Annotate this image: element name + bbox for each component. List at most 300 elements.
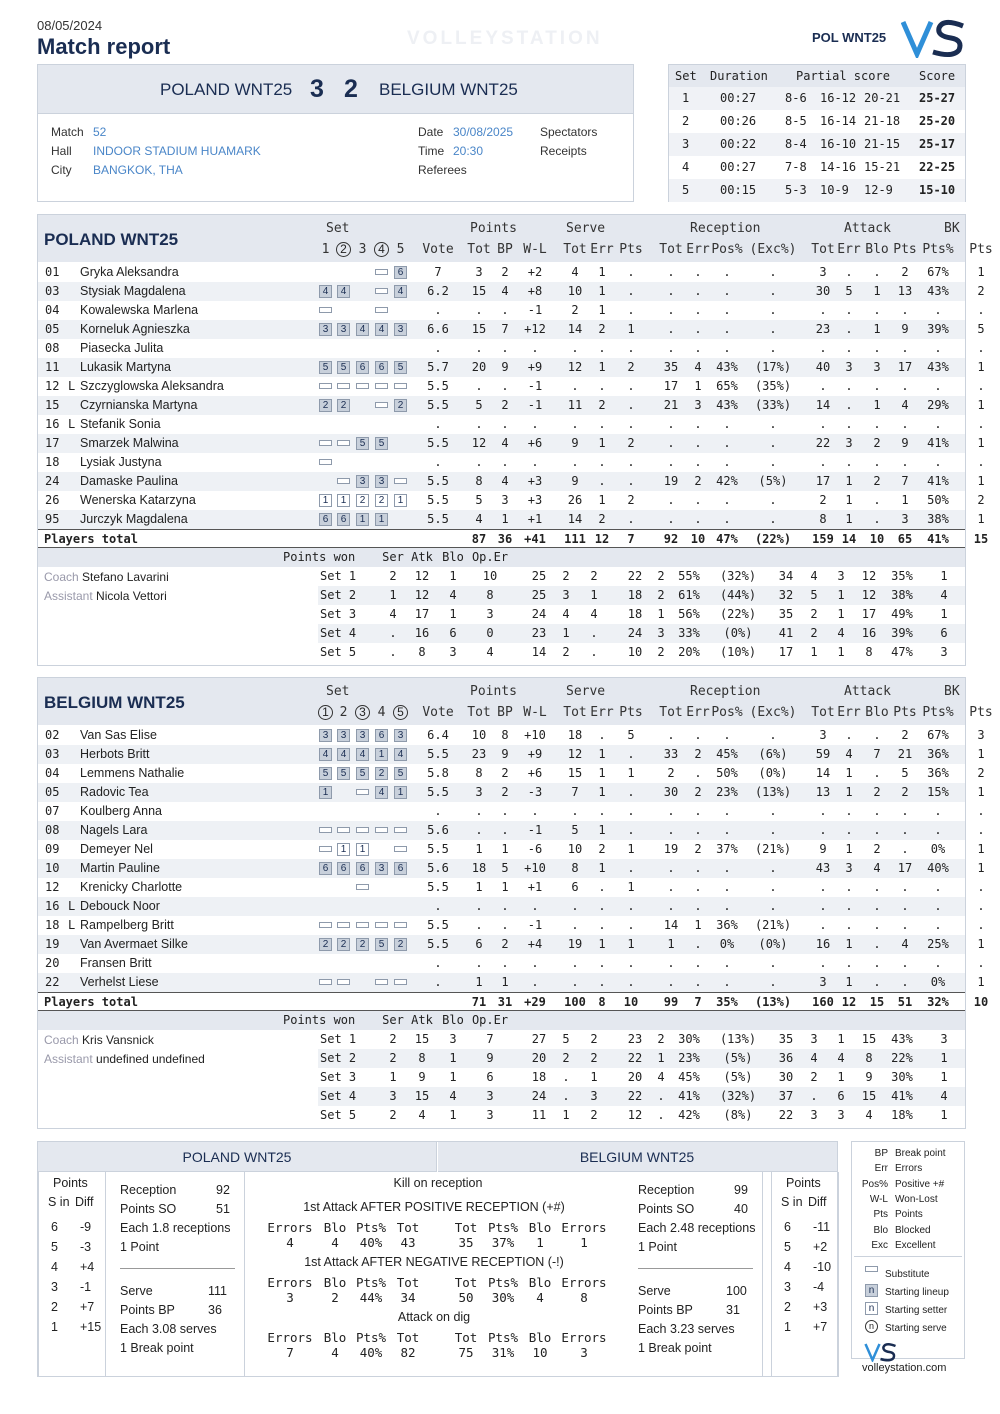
set-stat-value: 2 (590, 1051, 598, 1065)
stat-value: . (723, 436, 731, 450)
stat-value: -6 (527, 842, 543, 856)
stat-value: . (694, 766, 702, 780)
stat-value: . (475, 899, 483, 913)
col-head-ptsp: Pts% (922, 242, 954, 257)
stat-value: 9 (571, 436, 579, 450)
set-number-head: 5 (393, 705, 408, 720)
stat-value: 2 (977, 493, 985, 507)
stat-value: . (723, 861, 731, 875)
col-head-pts: Pts (893, 705, 917, 720)
set-stat-value: 2 (657, 588, 665, 602)
s-in-value: 6 (51, 1220, 58, 1234)
stat-value: 4 (501, 284, 509, 298)
stat-value: 1 (475, 975, 483, 989)
stat-value: 2 (901, 785, 909, 799)
stat-value: . (769, 436, 777, 450)
points-won-header (38, 1011, 965, 1030)
stat-value: 43% (716, 360, 738, 374)
set-label: Set 3 (320, 1070, 357, 1084)
substitute-box (319, 827, 332, 833)
stat-value: . (598, 341, 606, 355)
table-header (38, 678, 993, 725)
stat-value: 12 (471, 436, 487, 450)
col-head-wl: W-L (523, 242, 547, 257)
block-head: Pts% (487, 1220, 519, 1235)
stat-value: 2 (627, 360, 635, 374)
summary-team-name: BELGIUM WNT25 (579, 1149, 695, 1165)
lineup-box: 5 (394, 767, 407, 780)
set-stat-value: 3 (590, 1089, 598, 1103)
stat-value: 1 (845, 474, 853, 488)
block-title: 1st Attack AFTER NEGATIVE RECEPTION (-!) (304, 1255, 564, 1269)
blo-head: Blo (442, 550, 464, 564)
col-head-pts: Pts (619, 705, 643, 720)
total-value: 31 (497, 995, 513, 1009)
stat-value: . (627, 512, 635, 526)
lineup-box: 6 (319, 862, 332, 875)
stat-value: . (977, 455, 985, 469)
set-stat-value: 4 (418, 1108, 426, 1122)
lineup-box: 4 (356, 323, 369, 336)
block-value: 3 (580, 1345, 588, 1360)
set-stat-value: 4 (810, 1051, 818, 1065)
partial-2: 16-12 (820, 91, 857, 105)
stat-value: . (901, 880, 909, 894)
substitute-box (375, 922, 388, 928)
set-score: 25-27 (919, 91, 956, 105)
stat-value: 40% (927, 861, 949, 875)
stat-value: 4 (501, 436, 509, 450)
player-name: Lukasik Martyna (80, 360, 172, 374)
lineup-box: 6 (356, 862, 369, 875)
stat-value: 3 (819, 265, 827, 279)
set-stat-value: 4 (562, 607, 570, 621)
stat-value: 3 (845, 861, 853, 875)
team-name: BELGIUM WNT25 (44, 693, 185, 712)
lineup-box: 2 (337, 399, 350, 412)
stat-value: . (769, 303, 777, 317)
legend-start-label: Starting lineup (885, 1287, 949, 1298)
summary-label: Points BP (638, 1303, 693, 1317)
player-name: Martin Pauline (80, 861, 160, 875)
stat-value: 10 (471, 728, 487, 742)
block-value: 31% (491, 1345, 515, 1360)
stat-value: 5.6 (427, 861, 449, 875)
stat-value: 41% (927, 436, 949, 450)
substitute-box (375, 269, 388, 275)
set-stats-row (318, 605, 965, 624)
stat-value: . (694, 899, 702, 913)
stat-value: 2 (667, 766, 675, 780)
stat-value: . (667, 455, 675, 469)
stat-value: . (434, 303, 442, 317)
lineup-box: 6 (375, 729, 388, 742)
legend-key: Exc (871, 1239, 888, 1251)
set-stat-value: 15 (861, 1032, 877, 1046)
player-row (38, 897, 985, 916)
player-name: Wenerska Katarzyna (80, 493, 196, 507)
total-value: 36 (497, 532, 513, 546)
set-stat-value: 3 (810, 1032, 818, 1046)
block-value: 1 (580, 1235, 588, 1250)
total-value: +41 (524, 532, 546, 546)
col-head-blo: Blo (865, 242, 889, 257)
lineup-box: 5 (394, 361, 407, 374)
set-label: Set 3 (320, 607, 357, 621)
stat-value: . (934, 918, 942, 932)
stat-value: . (598, 728, 606, 742)
stat-value: . (667, 728, 675, 742)
stat-value: 2 (694, 474, 702, 488)
col-head-tot: Tot (811, 705, 835, 720)
stat-value: 1 (977, 265, 985, 279)
player-number: 03 (45, 747, 60, 761)
stat-value: . (667, 341, 675, 355)
block-value: 3 (286, 1290, 294, 1305)
set-stat-value: (5%) (723, 1070, 753, 1084)
set-stat-value: 12 (861, 569, 877, 583)
set-stat-value: 3 (837, 569, 845, 583)
each-serve: Each 3.23 serves (638, 1322, 735, 1336)
set-label: Set 5 (320, 1108, 357, 1122)
stat-value: . (531, 455, 539, 469)
player-row (38, 377, 985, 396)
stat-value: . (627, 265, 635, 279)
stat-value: . (434, 975, 442, 989)
set-stat-value: 1 (837, 1032, 845, 1046)
stat-value: 3 (901, 512, 909, 526)
legend-setter-icon: n (865, 1302, 878, 1315)
stat-value: . (627, 956, 635, 970)
libero-mark: L (68, 899, 76, 913)
set-number-head: 3 (358, 242, 367, 257)
total-value: 160 (812, 995, 834, 1009)
stat-value: . (667, 823, 675, 837)
lineup-box: 3 (337, 729, 350, 742)
col-head-tot: Tot (563, 242, 587, 257)
stat-value: 30 (815, 284, 831, 298)
block-title: Attack on dig (397, 1310, 471, 1324)
block-value: 7 (286, 1345, 294, 1360)
substitute-box (375, 307, 388, 313)
col-head-bp: BP (497, 242, 513, 257)
player-name: Debouck Noor (80, 899, 160, 913)
s-in-value: 5 (784, 1240, 791, 1254)
set-stat-value: 1 (449, 607, 457, 621)
set-head: Set (326, 684, 350, 699)
substitute-box (319, 383, 332, 389)
stat-value: 2 (598, 512, 606, 526)
stat-value: . (723, 341, 731, 355)
stat-value: 17 (897, 360, 913, 374)
rule (638, 1268, 753, 1269)
col-head-vote: Vote (422, 242, 454, 257)
stat-value: 12 (567, 360, 583, 374)
set-stat-value: (5%) (723, 1051, 753, 1065)
stat-value: . (723, 512, 731, 526)
set-stat-value: 1 (389, 588, 397, 602)
col-head-err: Err (590, 242, 614, 257)
stat-value: 0% (719, 937, 735, 951)
stat-value: . (434, 417, 442, 431)
stat-value: . (977, 823, 985, 837)
stat-value: . (723, 493, 731, 507)
stat-value: . (977, 303, 985, 317)
stat-value: 1 (501, 880, 509, 894)
player-row (38, 783, 985, 802)
stat-value: (17%) (754, 360, 792, 374)
substitute-box (337, 478, 350, 484)
total-value: 15 (973, 532, 989, 546)
col-head-tot: Tot (467, 242, 491, 257)
summary-panel (37, 1141, 838, 1377)
col-head-err: Err (837, 242, 861, 257)
player-number: 07 (45, 804, 60, 818)
lineup-box: 1 (375, 513, 388, 526)
set-stat-value: 3 (486, 1108, 494, 1122)
assistant-label: Assistant (44, 589, 93, 603)
stat-value: 1 (598, 265, 606, 279)
set-stat-value: 17 (778, 645, 794, 659)
col-head-ptsp: Pts% (922, 705, 954, 720)
stat-value: . (901, 918, 909, 932)
stat-value: . (694, 265, 702, 279)
set-stat-value: 2 (810, 626, 818, 640)
set-label: Set 2 (320, 588, 357, 602)
stat-value: 5 (475, 398, 483, 412)
lineup-box: 1 (356, 843, 369, 856)
substitute-box (394, 383, 407, 389)
set-stat-value: 3 (486, 607, 494, 621)
stat-value: 3 (501, 493, 509, 507)
stat-value: . (694, 956, 702, 970)
legend-value: Positive +# (895, 1178, 945, 1190)
stat-value: . (934, 880, 942, 894)
stat-value: . (819, 379, 827, 393)
stat-value: . (901, 417, 909, 431)
stat-value: . (769, 417, 777, 431)
stat-value: 1 (977, 436, 985, 450)
s-in-value: 2 (784, 1300, 791, 1314)
summary-label: Points BP (120, 1303, 175, 1317)
stat-value: . (531, 341, 539, 355)
stat-value: . (723, 899, 731, 913)
set-stat-value: 2 (562, 1051, 570, 1065)
set-row (669, 87, 965, 110)
stat-value: 3 (845, 436, 853, 450)
stat-value: 67% (927, 265, 949, 279)
player-name: Kowalewska Marlena (80, 303, 199, 317)
blo-head: Blo (442, 1013, 464, 1027)
stat-value: -1 (527, 379, 543, 393)
set-stat-value: (44%) (719, 588, 757, 602)
stat-value: 15 (567, 766, 583, 780)
player-number: 18 (45, 455, 60, 469)
player-name: Krenicky Charlotte (80, 880, 183, 894)
total-value: 35% (716, 995, 738, 1009)
summary-label: Serve (120, 1284, 153, 1298)
stat-value: . (475, 823, 483, 837)
stat-value: +1 (527, 512, 543, 526)
set-score: 25-17 (919, 137, 956, 151)
lineup-box: 5 (337, 361, 350, 374)
stat-value: 1 (977, 512, 985, 526)
time-value: 20:30 (453, 144, 484, 158)
set-stat-value: (13%) (719, 1032, 757, 1046)
stat-value: 9 (501, 747, 509, 761)
stat-value: . (934, 956, 942, 970)
set-stat-value: 1 (657, 1051, 665, 1065)
stat-value: . (694, 975, 702, 989)
stat-value: 1 (873, 398, 881, 412)
stat-value: (5%) (758, 474, 788, 488)
player-name: Piasecka Julita (80, 341, 164, 355)
stat-value: . (694, 493, 702, 507)
set-stat-value: 11 (531, 1108, 547, 1122)
stat-value: (33%) (754, 398, 792, 412)
ser-head: Ser (382, 1013, 404, 1027)
stat-value: 2 (598, 322, 606, 336)
set-row (669, 133, 965, 156)
diff-value: +7 (80, 1300, 95, 1314)
stat-value: (21%) (754, 918, 792, 932)
stat-value: . (723, 303, 731, 317)
set-number: 1 (682, 91, 690, 105)
lineup-box: 4 (394, 748, 407, 761)
set-stat-value: 2 (562, 569, 570, 583)
stat-value: 5 (901, 766, 909, 780)
set-stats-row (318, 1068, 965, 1087)
stat-value: . (769, 728, 777, 742)
set-stat-value: 3 (449, 1032, 457, 1046)
stat-value: . (627, 804, 635, 818)
summary-value: 40 (734, 1202, 748, 1216)
stat-value: 36% (927, 766, 949, 780)
stat-value: . (723, 956, 731, 970)
stat-value: +9 (527, 747, 543, 761)
legend-serve-label: Starting serve (885, 1323, 947, 1334)
lineup-box: 2 (394, 938, 407, 951)
set-number-head: 4 (377, 705, 386, 720)
set-stat-value: 1 (837, 588, 845, 602)
lineup-box: 3 (356, 729, 369, 742)
player-name: Nagels Lara (80, 823, 148, 837)
stat-value: 1 (977, 842, 985, 856)
set-stats-row (318, 1087, 965, 1106)
stat-value: . (845, 918, 853, 932)
substitute-box (356, 922, 369, 928)
stat-value: 2 (977, 284, 985, 298)
set-stat-value: (22%) (719, 607, 757, 621)
block-value: 75 (458, 1345, 474, 1360)
total-value: 99 (663, 995, 679, 1009)
stat-value: 1 (977, 747, 985, 761)
block-value: 1 (536, 1235, 544, 1250)
stat-value: . (475, 918, 483, 932)
stat-value: . (694, 284, 702, 298)
player-number: 03 (45, 284, 60, 298)
block-value: 82 (400, 1345, 416, 1360)
stat-value: . (845, 398, 853, 412)
stat-value: . (769, 880, 777, 894)
stat-value: . (769, 322, 777, 336)
stat-value: 1 (627, 842, 635, 856)
total-value: 10 (973, 995, 989, 1009)
stat-value: . (475, 804, 483, 818)
stat-value: 8 (475, 766, 483, 780)
set-stat-value: . (389, 626, 397, 640)
stat-value: . (934, 823, 942, 837)
set-stat-value: 41% (891, 1089, 913, 1103)
player-number: 01 (45, 265, 60, 279)
stat-value: . (667, 265, 675, 279)
set-stat-value: 38% (891, 588, 913, 602)
stat-value: . (501, 303, 509, 317)
stat-value: 6.6 (427, 322, 449, 336)
stat-value: . (723, 823, 731, 837)
stat-value: 1 (845, 975, 853, 989)
substitute-box (319, 979, 332, 985)
set-stat-value: 8 (865, 645, 873, 659)
block-head: Tot (454, 1275, 478, 1290)
set-stat-value: 1 (837, 645, 845, 659)
lineup-box: 4 (319, 285, 332, 298)
legend-setter-label: Starting setter (885, 1305, 948, 1316)
player-number: 08 (45, 341, 60, 355)
total-value: 15 (869, 995, 885, 1009)
stat-value: (6%) (758, 747, 788, 761)
stat-value: 5 (977, 322, 985, 336)
set-stat-value: 4 (837, 1051, 845, 1065)
stat-value: 36% (716, 918, 738, 932)
stat-value: 1 (627, 766, 635, 780)
set-label: Set 4 (320, 626, 357, 640)
stat-value: 1 (977, 861, 985, 875)
stat-value: . (934, 804, 942, 818)
set-stat-value: 23 (627, 1032, 643, 1046)
stat-value: 7 (571, 785, 579, 799)
player-name: Smarzek Malwina (80, 436, 179, 450)
col-head-pts: Pts (619, 242, 643, 257)
stat-value: 1 (598, 303, 606, 317)
stat-value: . (845, 455, 853, 469)
stat-value: 2 (901, 728, 909, 742)
team-b-score: 2 (344, 75, 358, 103)
stat-value: . (873, 455, 881, 469)
stat-value: . (694, 880, 702, 894)
stat-value: . (819, 303, 827, 317)
lineup-box: 4 (319, 748, 332, 761)
stat-value: 3 (819, 975, 827, 989)
set-number: 5 (682, 183, 690, 197)
substitute-box (319, 307, 332, 313)
set-stat-value: 9 (486, 1051, 494, 1065)
player-row (38, 764, 985, 783)
set-stat-value: 23 (531, 626, 547, 640)
stat-value: (0%) (758, 937, 788, 951)
player-row (38, 396, 985, 415)
set-stat-value: 5 (562, 1032, 570, 1046)
col-head-err: Err (686, 242, 710, 257)
stat-value: . (723, 284, 731, 298)
s-in-value: 5 (51, 1240, 58, 1254)
summary-value: 99 (734, 1183, 748, 1197)
set-stat-value: 34 (778, 569, 794, 583)
coach-label: Coach (44, 570, 79, 584)
block-head: Blo (323, 1220, 347, 1235)
player-row (38, 282, 985, 301)
stat-value: . (723, 322, 731, 336)
